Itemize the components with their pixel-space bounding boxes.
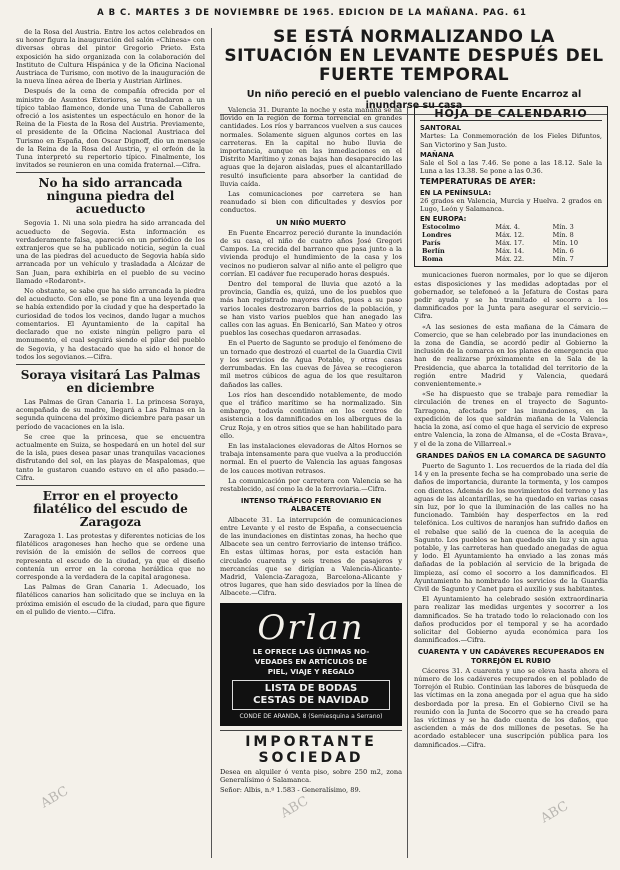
manana-label: MAÑANA (420, 150, 454, 159)
headline-acueducto: No ha sido arrancada ninguna piedra del acueducto (38, 176, 183, 217)
article-paragraph: Puerto de Sagunto 1. Los recuerdos de la riada del día 14 y en la presente fecha se ha comprobado una serie de daños de importancia, durante la tormenta, y los campos con dientes. Además de los movimientos del terreno y las aguas de las alcantarillas, se ha quedado en varias casas sin luz, por lo que la iluminación de las calles no ha funcionado. También hay desperfectos en la red telefónica. Los cultivos de naranjos han sufrido daños en el rebalse que salió de la cuenca de la acequia de Sagunto. Los pueblos se han quedado sin luz y sin agua potable, y las carreteras han quedado anegadas de agua y lodo. El Ayuntamiento ha enviado a las zonas más dañadas de la población al servicio de la brigada de limpieza, así como el socorro a los damnificados. El Ayuntamiento ha nombrado los servicios de la Guardia Civil de Sagunto y Canet para el auxilio y sus habitantes. (414, 461, 608, 593)
article-paragraph: En las instalaciones elevadoras de Altos Hornos se trabaja intensamente para que vuelva a la producción normal. En el puerto de Valencia las aguas fangosas de los cauces motivan retrasos. (220, 441, 402, 475)
article-paragraph: Valencia 31. Durante la noche y esta mañana se ha llovido en la región de forma torrencial en grandes cantidades. Los ríos y barrancos vuelven a sus cauces normales. Solamente siguen algunos cortes en las carreteras. En la capital no hubo lluvia de importancia, aunque en las inmediaciones en el Distrito Marítimo y zonas bajas han desaparecido las aguas que la dejaron aisladas, pues el alcantarillado resultó insuficiente para absorber la cantidad de lluvia caída. (220, 106, 402, 188)
min-cell: Mín. 3 (552, 223, 574, 232)
santoral-label: SANTORAL (420, 124, 462, 133)
subhead-cadaveres-torrejon: CUARENTA Y UN CADÁVERES RECUPERADOS EN TORREJÓN EL RUBIO (417, 648, 605, 665)
main-headline: SE ESTÁ NORMALIZANDO LA SITUACIÓN EN LEVANTE DESPUÉS DEL FUERTE TEMPORAL (224, 27, 604, 85)
city-cell: Berlín (422, 247, 445, 256)
manana-text: Sale el Sol a las 7.46. Se pone a las 18.12. Sale la Luna a las 13.38. Se pone a las 0.36. (420, 159, 602, 176)
article-paragraph: Albacete 31. La interrupción de comunicaciones entre Levante y el resto de España, a consecuencia de las inundaciones en distintas zonas, ha hecho que Albacete sea un centro ferroviario de intenso tráfico. En estas últimas horas, por esta estación han circulado cuarenta y seis trenes de pasajeros y mercancías que se dirigían a Valencia-Alicante-Madrid, Valencia-Zaragoza, Barcelona-Alicante y otros lugares, que han sido desviados por la línea de Albacete.—Cifra. (220, 515, 402, 598)
calendar-title: HOJA DE CALENDARIO (420, 110, 602, 121)
running-head: A B C. MARTES 3 DE NOVIEMBRE DE 1965. EDICION DE LA MAÑANA. PAG. 61 (97, 8, 527, 18)
divider (16, 172, 205, 173)
orlan-advertisement (220, 603, 402, 726)
city-cell: Londres (422, 231, 452, 240)
ad-sociedad-title-2: SOCIEDAD (258, 749, 364, 766)
article-paragraph: Las Palmas de Gran Canaria 1. La princesa Soraya, acompañada de su madre, llegará a Las Palmas en la segunda quincena del próximo diciembre para pasar un período de vacaciones en la isla. (16, 397, 205, 431)
min-cell: Mín. 7 (552, 255, 574, 264)
table-row (420, 255, 602, 263)
table-row (420, 239, 602, 247)
min-cell: Mín. 10 (552, 239, 578, 248)
max-cell: Máx. 4. (495, 223, 520, 232)
europe-temperature-table (420, 223, 602, 263)
ad-sociedad-text: Desea en alquiler ó venta piso, sobre 250 m2, zona Generalísimo ó Salamanca. (220, 767, 402, 784)
ad-sociedad-title-1: IMPORTANTE (245, 733, 377, 750)
divider (16, 364, 205, 365)
article-paragraph: Segovia 1. Ni una sola piedra ha sido arrancada del acueducto de Segovia. Esta información es verdaderamente falsa, apareció en un periódico de los extranjeros que se ha publicado noticia, según la cual una de las piedras del acueducto de Segovia había sido arrancada por un vehículo y trasladada a Alcázar de San Juan, para exhibirla en el pueblo de su vecino llamado «Rodaront». (16, 219, 205, 285)
peninsula-label: EN LA PENÍNSULA: (420, 188, 492, 197)
main-headline-block (220, 28, 608, 115)
max-cell: Máx. 17. (495, 239, 525, 248)
column-3 (414, 106, 608, 858)
article-paragraph: Las Palmas de Gran Canaria 1. Adecuado, los filatélicos canarios han solicitado que se incluya en la próxima emisión el escudo de la ciudad, para que figure en el pulido de viento.—Cifra. (16, 583, 205, 616)
peninsula-text: 26 grados en Valencia, Murcia y Huelva. 2 grados en Lugo, León y Salamanca. (420, 196, 602, 214)
ad-box-bodas (232, 680, 390, 710)
ad-box-line: CESTAS DE NAVIDAD (253, 694, 369, 706)
article-paragraph: de la Rosa del Austria. Entre los actos celebrados en su honor figura la inauguración del salón «Chinesa» con diversas obras del pintor Gregorio Prieto. Esta exposición ha sido organizada con la colaboración del Instituto de Cultura Hispánica y de la Oficina Nacional Austriaca de Turismo, con motivo de la inauguración de la nueva línea aérea de Iberia y Austrian Airlines. (16, 28, 205, 86)
subhead-danos-sagunto: GRANDES DAÑOS EN LA COMARCA DE SAGUNTO (416, 451, 606, 460)
city-cell: Roma (422, 255, 443, 264)
watermark: ABC (538, 798, 571, 827)
max-cell: Máx. 14. (495, 247, 525, 256)
table-row (420, 223, 602, 231)
min-cell: Mín. 6 (552, 247, 574, 256)
main-subheadline: Un niño pereció en el pueblo valenciano de Fuente Encarroz al inundarse su casa (220, 89, 608, 115)
ad-sociedad-ref: Señor: Albis, n.º 1.583 - Generalísimo, 89. (220, 786, 361, 795)
subhead-trafico-albacete: INTENSO TRÁFICO FERROVIARIO EN ALBACETE (240, 497, 382, 514)
europa-label: EN EUROPA: (420, 215, 467, 224)
temperatures-heading: TEMPERATURAS DE AYER: (420, 177, 536, 187)
article-paragraph: El Ayuntamiento ha celebrado sesión extraordinaria para realizar las medidas urgentes y socorrer a los damnificados. Se ha tratado todo lo relacionado con los daños producidos por el temporal y se ha acordado solicitar del Gobierno ayuda económica para los damnificados.—Cifra. (414, 595, 608, 645)
headline-zaragoza: Error en el proyecto filatélico del escudo de Zaragoza (33, 488, 188, 529)
max-cell: Máx. 12. (495, 231, 525, 240)
article-paragraph: Se cree que la princesa, que se encuentra actualmente en Suiza, se hospedará en un hotel del sur de la isla, pues desea pasar unas tranquilas vacaciones disfrutando del sol, en las playas de Maspalomas, que tanto le gustaron cuando estuvo en el año pasado.—Cifra. (16, 432, 205, 482)
watermark: ABC (278, 793, 311, 822)
columns-area (16, 28, 608, 858)
column-1 (16, 28, 212, 858)
orlan-logo: Orlan (257, 607, 365, 648)
article-paragraph: No obstante, se sabe que ha sido arrancada la piedra del acueducto. Con ello, se pone fin a una leyenda que se había extendido por la ciudad y que ha despertado la curiosidad de todos los vecinos, dando lugar a muchos comentarios. El Ayuntamiento de la capital ha declarado que no existe ningún peligro para el monumento, el cual seguirá siendo el pilar del pueblo de Segovia, y ha destacado que ha sido el honor de todos los segovianos.—Cifra. (16, 287, 205, 361)
article-paragraph: En Fuente Encarroz pereció durante la inundación de su casa, el niño de cuatro años José Gregori Campos. La crecida del barranco que pasa junto a la vivienda produjo el hundimiento de la casa y los vecinos no pudieron salvar al niño ante el peligro que corrían. El cadáver fue recuperado horas después. (220, 228, 402, 278)
table-row (420, 231, 602, 239)
article-paragraph: «Se ha dispuesto que se trabaje para remediar la circulación de trenes en el trayecto de Sagunto-Tarragona, afectada por las inundaciones, en la expedición de los que saldrán mañana de la Valencia hacia la zona, así como el que haga el servicio de expreso entre Valencia, la zona de Almansa, el de «Costa Brava», y el de la zona de Villarreal.» (414, 390, 608, 448)
ad-line: VEDADES EN ARTÍCULOS DE (254, 656, 368, 666)
city-cell: París (422, 239, 441, 248)
city-cell: Estocolmo (422, 223, 460, 232)
article-paragraph: municaciones fueron normales, por lo que se dijeron estas disposiciones y las medidas adoptadas por el gobernador, se telefoneó a la Jefatura de Costas para pedir ayuda y se ha tramitado el socorro a los damnificados por la Junta para asegurar el servicio.—Cifra. (414, 271, 608, 321)
article-paragraph: Los ríos han descendido notablemente, de modo que el tráfico marítimo se ha normalizado. Sin embargo, todavía continúan en los centros de asistencia a los damnificados en los albergues de la Cruz Roja, y en otros sitios que se han habilitado para ello. (220, 390, 402, 440)
divider (16, 485, 205, 486)
calendar-box (414, 106, 608, 267)
santoral-text: Martes: La Conmemoración de los Fieles Difuntos, San Victorino y San Justo. (420, 132, 602, 149)
min-cell: Mín. 8 (552, 231, 574, 240)
article-paragraph: Cáceres 31. A cuarenta y uno se eleva hasta ahora el número de los cadáveres recuperados en el poblado de Torrejón el Rubio. Continúan las labores de búsqueda de las víctimas en la zona anegada por el agua que ha sido desbordada por la presa. En el Gobierno Civil se ha reunido con la Junta de Socorro que se ha creado para las víctimas y se ha dado cuenta de los daños, que ascienden a más de dos millones de pesetas. Se ha acordado establecer una suscripción pública para los damnificados.—Cifra. (414, 666, 608, 749)
subhead-nino-muerto: UN NIÑO MUERTO (276, 218, 346, 227)
ad-address: CONDE DE ARANDA, 8 (Semiesquina a Serrano) (239, 712, 383, 720)
ad-line: LE OFRECE LAS ÚLTIMAS NO- (252, 646, 370, 656)
article-paragraph: Dentro del temporal de lluvia que azotó a la provincia, Gandía es, quizá, uno de los pueblos que más han registrado mayores daños, pues a su paso varios locales destrozaron barrios de la población, y se han visto varios pueblos que han anegado las calles con las aguas. En Benicarló, San Mateo y otros pueblos las cosechas quedaron arrasadas. (220, 280, 402, 338)
table-row (420, 247, 602, 255)
article-paragraph: En el Puerto de Sagunto se produjo el fenómeno de un tornado que destrozó el cuartel de la Guardia Civil y los servicios de Agua Potable, y otras casas derrumbadas. En las cuevas de Jávea se recogieron mil metros cúbicos de agua de los que resultaron dañados las calles. (220, 339, 402, 389)
article-paragraph: Después de la cena de compañía ofrecida por el ministro de Asuntos Exteriores, se trasladaron a un típico tablao flamenco, donde una Tuna de Caballeros ofreció a los asistentes un espectáculo en honor de la Reina de la Fiesta de la Rosa del Austria. Previamente, el presidente de la Oficina Nacional Austriaca del Turismo en España, don Oscar Dignoff, dio un mensaje de la Reina de la Rosa del Austria, y el orfeón de la Tuna interpretó su repertorio típico. Finalmente, los invitados se reunieron en una comida fraternal.—Cifra. (16, 87, 205, 170)
max-cell: Máx. 22. (495, 255, 525, 264)
column-2 (220, 106, 408, 858)
watermark: ABC (38, 783, 71, 812)
article-paragraph: La comunicación por carretera con Valencia se ha restablecido, así como la de la ferroviaria.—Cifra. (220, 476, 402, 493)
article-paragraph: «A las sesiones de esta mañana de la Cámara de Comercio, que se han celebrado por las inundaciones en la zona de Gandía, se acordó pedir al Gobierno la inclusión de la comarca en los planes de emergencia que han de realizarse próximamente en la Sala de la Presidencia, que abarca la totalidad del territorio de la región entre Madrid y Valencia, quedará convenientemente.» (414, 322, 608, 389)
ad-line: PIEL, VIAJE Y REGALO (267, 666, 355, 676)
ad-box-line: LISTA DE BODAS (264, 682, 358, 694)
article-paragraph: Zaragoza 1. Las protestas y diferentes noticias de los filatélicos aragoneses han hecho que se ordene una revisión de la emisión de sellos de correos que representa el escudo de la ciudad, ya que el diseño contenía un error en la corona heráldica que no corresponde a la verdadera de la capital aragonesa. (16, 531, 205, 581)
headline-soraya: Soraya visitará Las Palmas en diciembre (20, 367, 201, 395)
sociedad-advertisement (220, 730, 402, 795)
article-paragraph: Las comunicaciones por carretera se han reanudado si bien con dificultades y desvíos por conductos. (220, 190, 402, 215)
